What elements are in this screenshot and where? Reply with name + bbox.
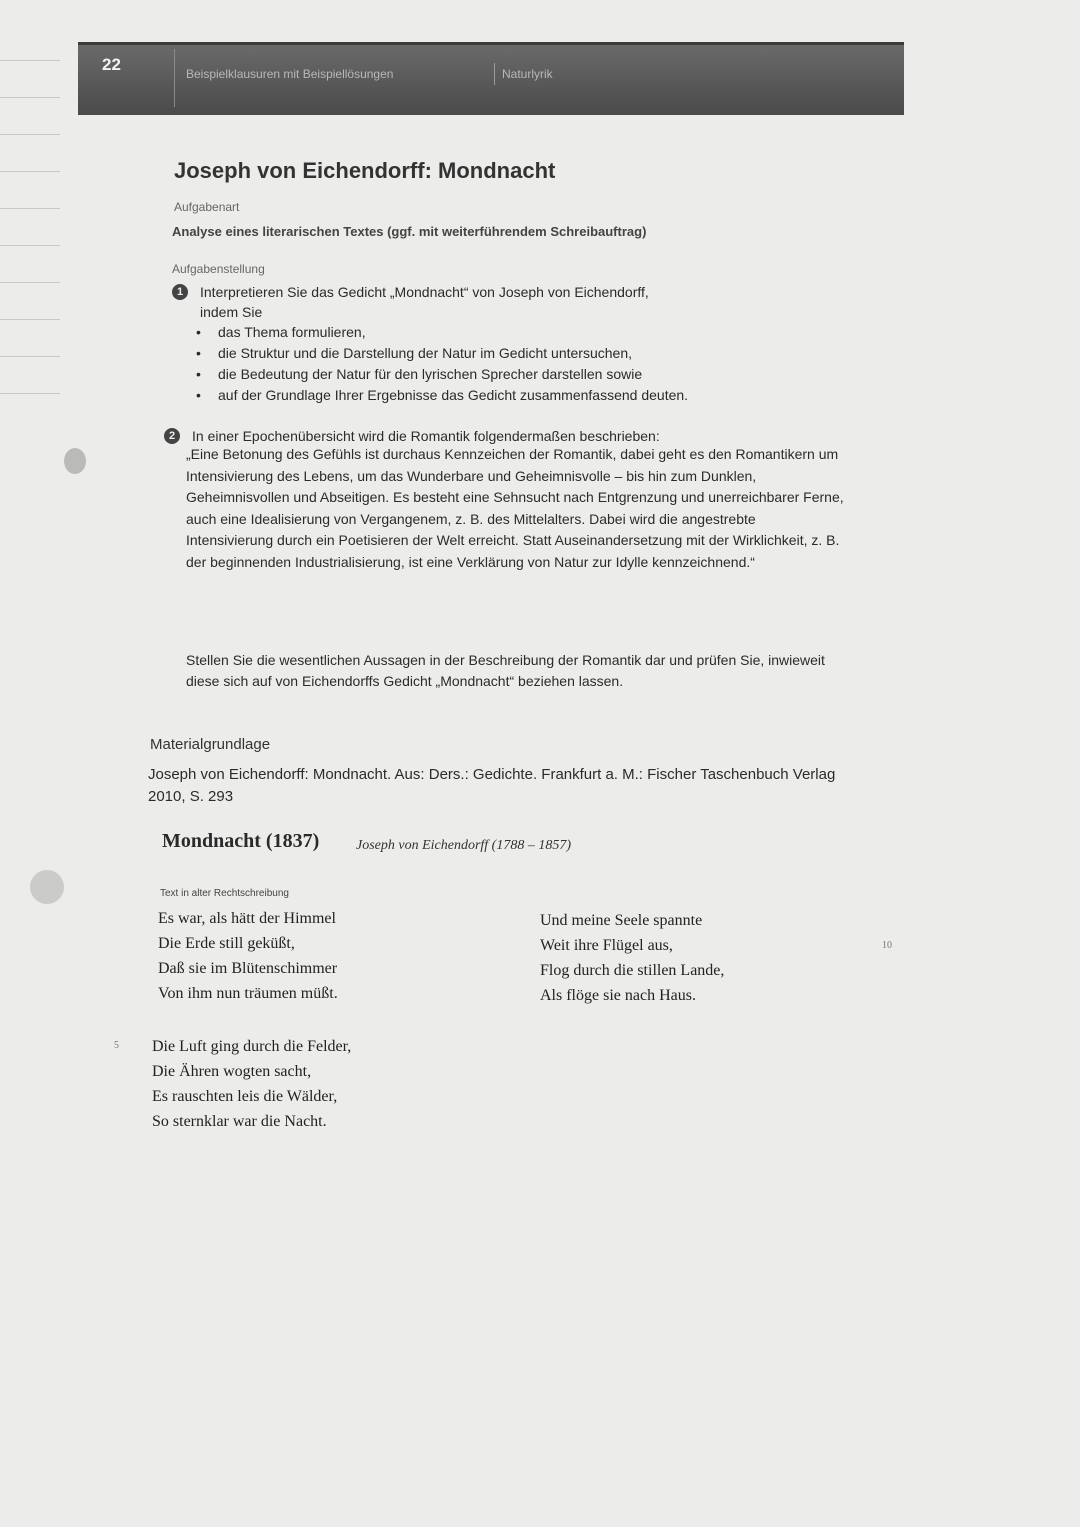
poem-stanza-3 <box>540 908 724 1008</box>
list-item: • die Bedeutung der Natur für den lyrischen Sprecher darstellen sowie <box>196 364 688 385</box>
breadcrumb-main: Beispielklausuren mit Beispiellösungen <box>186 67 394 81</box>
poem-line: Die Erde still geküßt, <box>158 935 295 952</box>
scan-smudge <box>30 870 64 904</box>
poem-line: Flog durch die stillen Lande, <box>540 962 725 979</box>
poem-line: Daß sie im Blütenschimmer <box>158 960 338 977</box>
list-item: • die Struktur und die Darstellung der Natur im Gedicht untersuchen, <box>196 343 688 364</box>
binder-edge-lines <box>0 60 60 430</box>
list-item: • auf der Grundlage Ihrer Ergebnisse das Gedicht zusammenfassend deuten. <box>196 385 688 406</box>
romantik-quote: „Eine Betonung des Gefühls ist durchaus Kennzeichen der Romantik, dabei geht es den Romantikern um Intensivierung des Lebens, um das Wunderbare und Geheimnisvolle – bis hin zum Dunklen, Geheimnisvollen und Abseitigen. Es besteht eine Sehnsucht nach Entgrenzung und unerreichbarer Ferne, auch eine Idealisierung von Vergangenem, z. B. des Mittelalters. Dabei wird die angestrebte Intensivierung durch ein Poetisieren der Welt erreicht. Statt Auseinandersetzung mit der Wirklichkeit, z. B. der beginnenden Industrialisierung, ist eine Verklärung von Natur zur Idylle kennzeichnend.“ <box>186 446 844 570</box>
materialgrundlage-label: Materialgrundlage <box>150 736 271 753</box>
poem-line: Und meine Seele spannte <box>540 912 703 929</box>
line-number-5: 5 <box>114 1040 119 1051</box>
task1-intro-line1: Interpretieren Sie das Gedicht „Mondnacht“ von Joseph von Eichendorff, <box>200 284 649 300</box>
page-title: Joseph von Eichendorff: Mondnacht <box>174 158 556 183</box>
poem-line: Die Ähren wogten sacht, <box>152 1063 312 1080</box>
orthography-note: Text in alter Rechtschreibung <box>160 888 289 899</box>
breadcrumb-sub: Naturlyrik <box>502 67 553 81</box>
header-divider <box>174 49 175 107</box>
poem-line: Von ihm nun träumen müßt. <box>158 985 338 1002</box>
task2-lead: In einer Epochenübersicht wird die Romantik folgendermaßen beschrieben: <box>192 428 660 444</box>
header-bar <box>78 42 904 115</box>
task1-bullet-list <box>196 322 688 406</box>
task2-instruction: Stellen Sie die wesentlichen Aussagen in der Beschreibung der Romantik dar und prüfen Sie, inwieweit diese sich auf von Eichendorffs Gedicht „Mondnacht“ beziehen lassen. <box>186 652 825 689</box>
task2-number-badge: 2 <box>164 428 180 444</box>
poem-line: Die Luft ging durch die Felder, <box>152 1038 352 1055</box>
list-item: • das Thema formulieren, <box>196 322 688 343</box>
poem-stanza-1 <box>158 906 338 1006</box>
task1-number-badge: 1 <box>172 284 188 300</box>
aufgabenstellung-label: Aufgabenstellung <box>172 262 265 276</box>
line-number-10: 10 <box>882 940 892 951</box>
poem-line: Als flöge sie nach Haus. <box>540 987 696 1004</box>
materialgrundlage-text: Joseph von Eichendorff: Mondnacht. Aus: Ders.: Gedichte. Frankfurt a. M.: Fischer Taschenbuch Verlag 2010, S. 293 <box>148 766 836 805</box>
breadcrumb-separator <box>494 63 495 85</box>
poem-stanza-2 <box>152 1034 351 1134</box>
page-number: 22 <box>102 55 121 74</box>
poem-title: Mondnacht (1837) <box>162 830 320 852</box>
scan-smudge <box>64 448 86 474</box>
poem-author: Joseph von Eichendorff (1788 – 1857) <box>356 838 572 853</box>
poem-line: Es war, als hätt der Himmel <box>158 910 336 927</box>
poem-line: So sternklar war die Nacht. <box>152 1113 327 1130</box>
poem-line: Es rauschten leis die Wälder, <box>152 1088 338 1105</box>
poem-line: Weit ihre Flügel aus, <box>540 937 673 954</box>
aufgabenart-label: Aufgabenart <box>174 200 240 214</box>
aufgabenart-text: Analyse eines literarischen Textes (ggf. mit weiterführendem Schreibauftrag) <box>172 224 647 239</box>
task1-intro-line2: indem Sie <box>200 304 263 320</box>
